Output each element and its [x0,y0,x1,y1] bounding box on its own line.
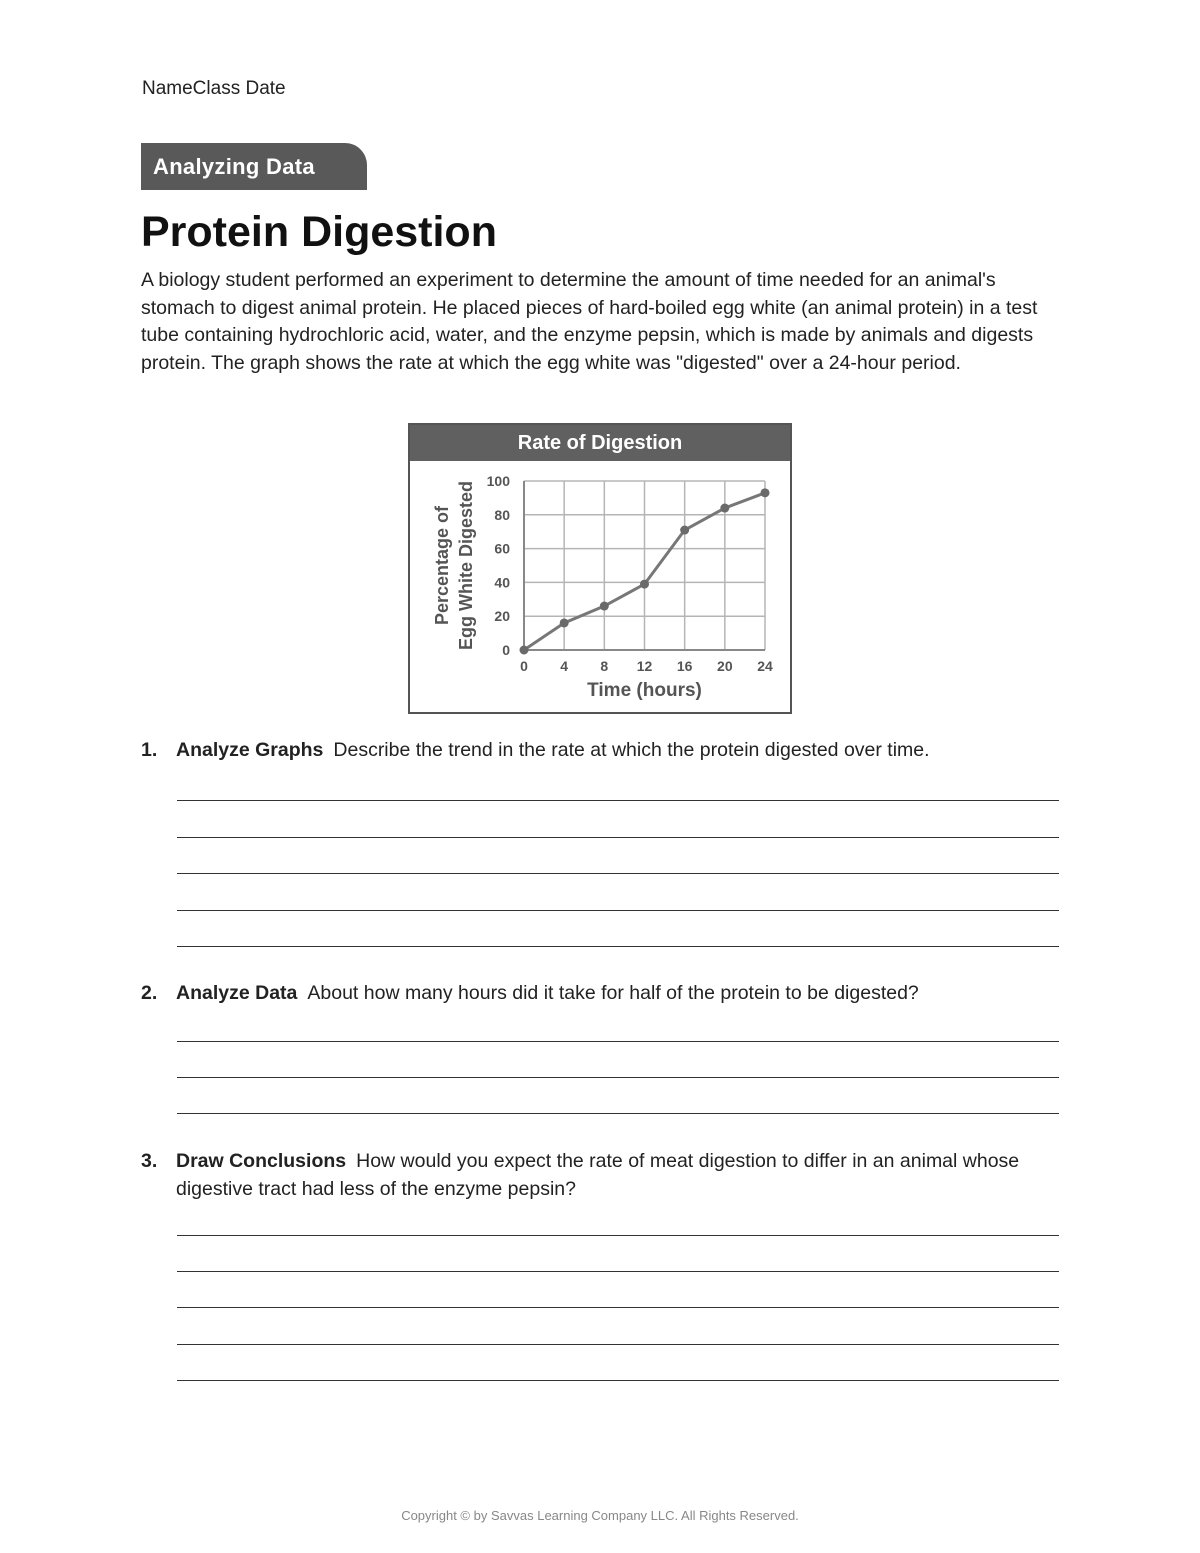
name-class-date-line: NameClass Date [142,78,286,99]
answer-line[interactable] [177,1077,1059,1078]
y-tick-label: 60 [494,540,510,557]
question-number: 3. [141,1150,158,1172]
answer-line[interactable] [177,946,1059,947]
answer-line[interactable] [177,1235,1059,1236]
x-axis-label: Time (hours) [587,680,702,701]
x-tick-label: 8 [600,658,609,674]
question-number: 1. [141,739,158,761]
data-point [640,580,649,589]
chart-title: Rate of Digestion [410,425,790,461]
copyright-footer: Copyright © by Savvas Learning Company LLC. All Rights Reserved. [401,1508,799,1523]
answer-line[interactable] [177,1113,1059,1114]
answer-line[interactable] [177,1344,1059,1345]
answer-line[interactable] [177,1271,1059,1272]
question-label: Draw Conclusions [176,1150,347,1172]
data-point [600,602,609,611]
y-tick-label: 40 [494,574,510,591]
answer-line[interactable] [177,1041,1059,1042]
y-tick-label: 0 [502,642,510,658]
x-tick-label: 12 [636,658,653,674]
x-tick-label: 16 [676,658,693,674]
answer-line[interactable] [177,873,1059,874]
data-point [720,504,729,513]
y-tick-label: 20 [494,608,510,625]
data-point [560,618,569,627]
x-tick-label: 20 [717,658,733,674]
answer-line[interactable] [177,1307,1059,1308]
y-tick-label: 80 [494,506,510,523]
digestion-chart [408,423,792,714]
answer-line[interactable] [177,800,1059,801]
x-tick-label: 0 [520,658,528,674]
data-point [680,526,689,535]
answer-line[interactable] [177,1380,1059,1381]
question-text: Describe the trend in the rate at which the protein digested over time. [333,739,930,761]
question-number: 2. [141,982,158,1004]
question-text: About how many hours did it take for half of the protein to be digested? [307,982,919,1004]
section-banner [141,143,367,190]
answer-line[interactable] [177,837,1059,838]
y-tick-label: 100 [486,473,510,489]
intro-paragraph: A biology student performed an experiment to determine the amount of time needed for an animal's stomach to digest animal protein. He placed pieces of hard-boiled egg white (an animal protein) in a test tube containing hydrochloric acid, water, and the enzyme pepsin, which is made by animals and digests protein. The graph shows the rate at which the egg white was "digested" over a 24-hour period. [141,269,1038,374]
y-axis-label-line2: Egg White Digested [456,480,476,651]
question-label: Analyze Data [176,982,298,1004]
chart-canvas [410,461,790,712]
y-axis-label-line1: Percentage of [432,505,452,626]
page-title: Protein Digestion [141,208,497,256]
data-point [761,488,770,497]
banner-label: Analyzing Data [153,153,315,179]
question-text: How would you expect the rate of meat digestion to differ in an animal whose digestive tract had less of the enzyme pepsin? [176,1150,1020,1200]
x-tick-label: 4 [560,658,569,674]
answer-line[interactable] [177,910,1059,911]
data-point [520,646,529,655]
question-label: Analyze Graphs [176,739,324,761]
x-tick-label: 24 [757,658,773,674]
